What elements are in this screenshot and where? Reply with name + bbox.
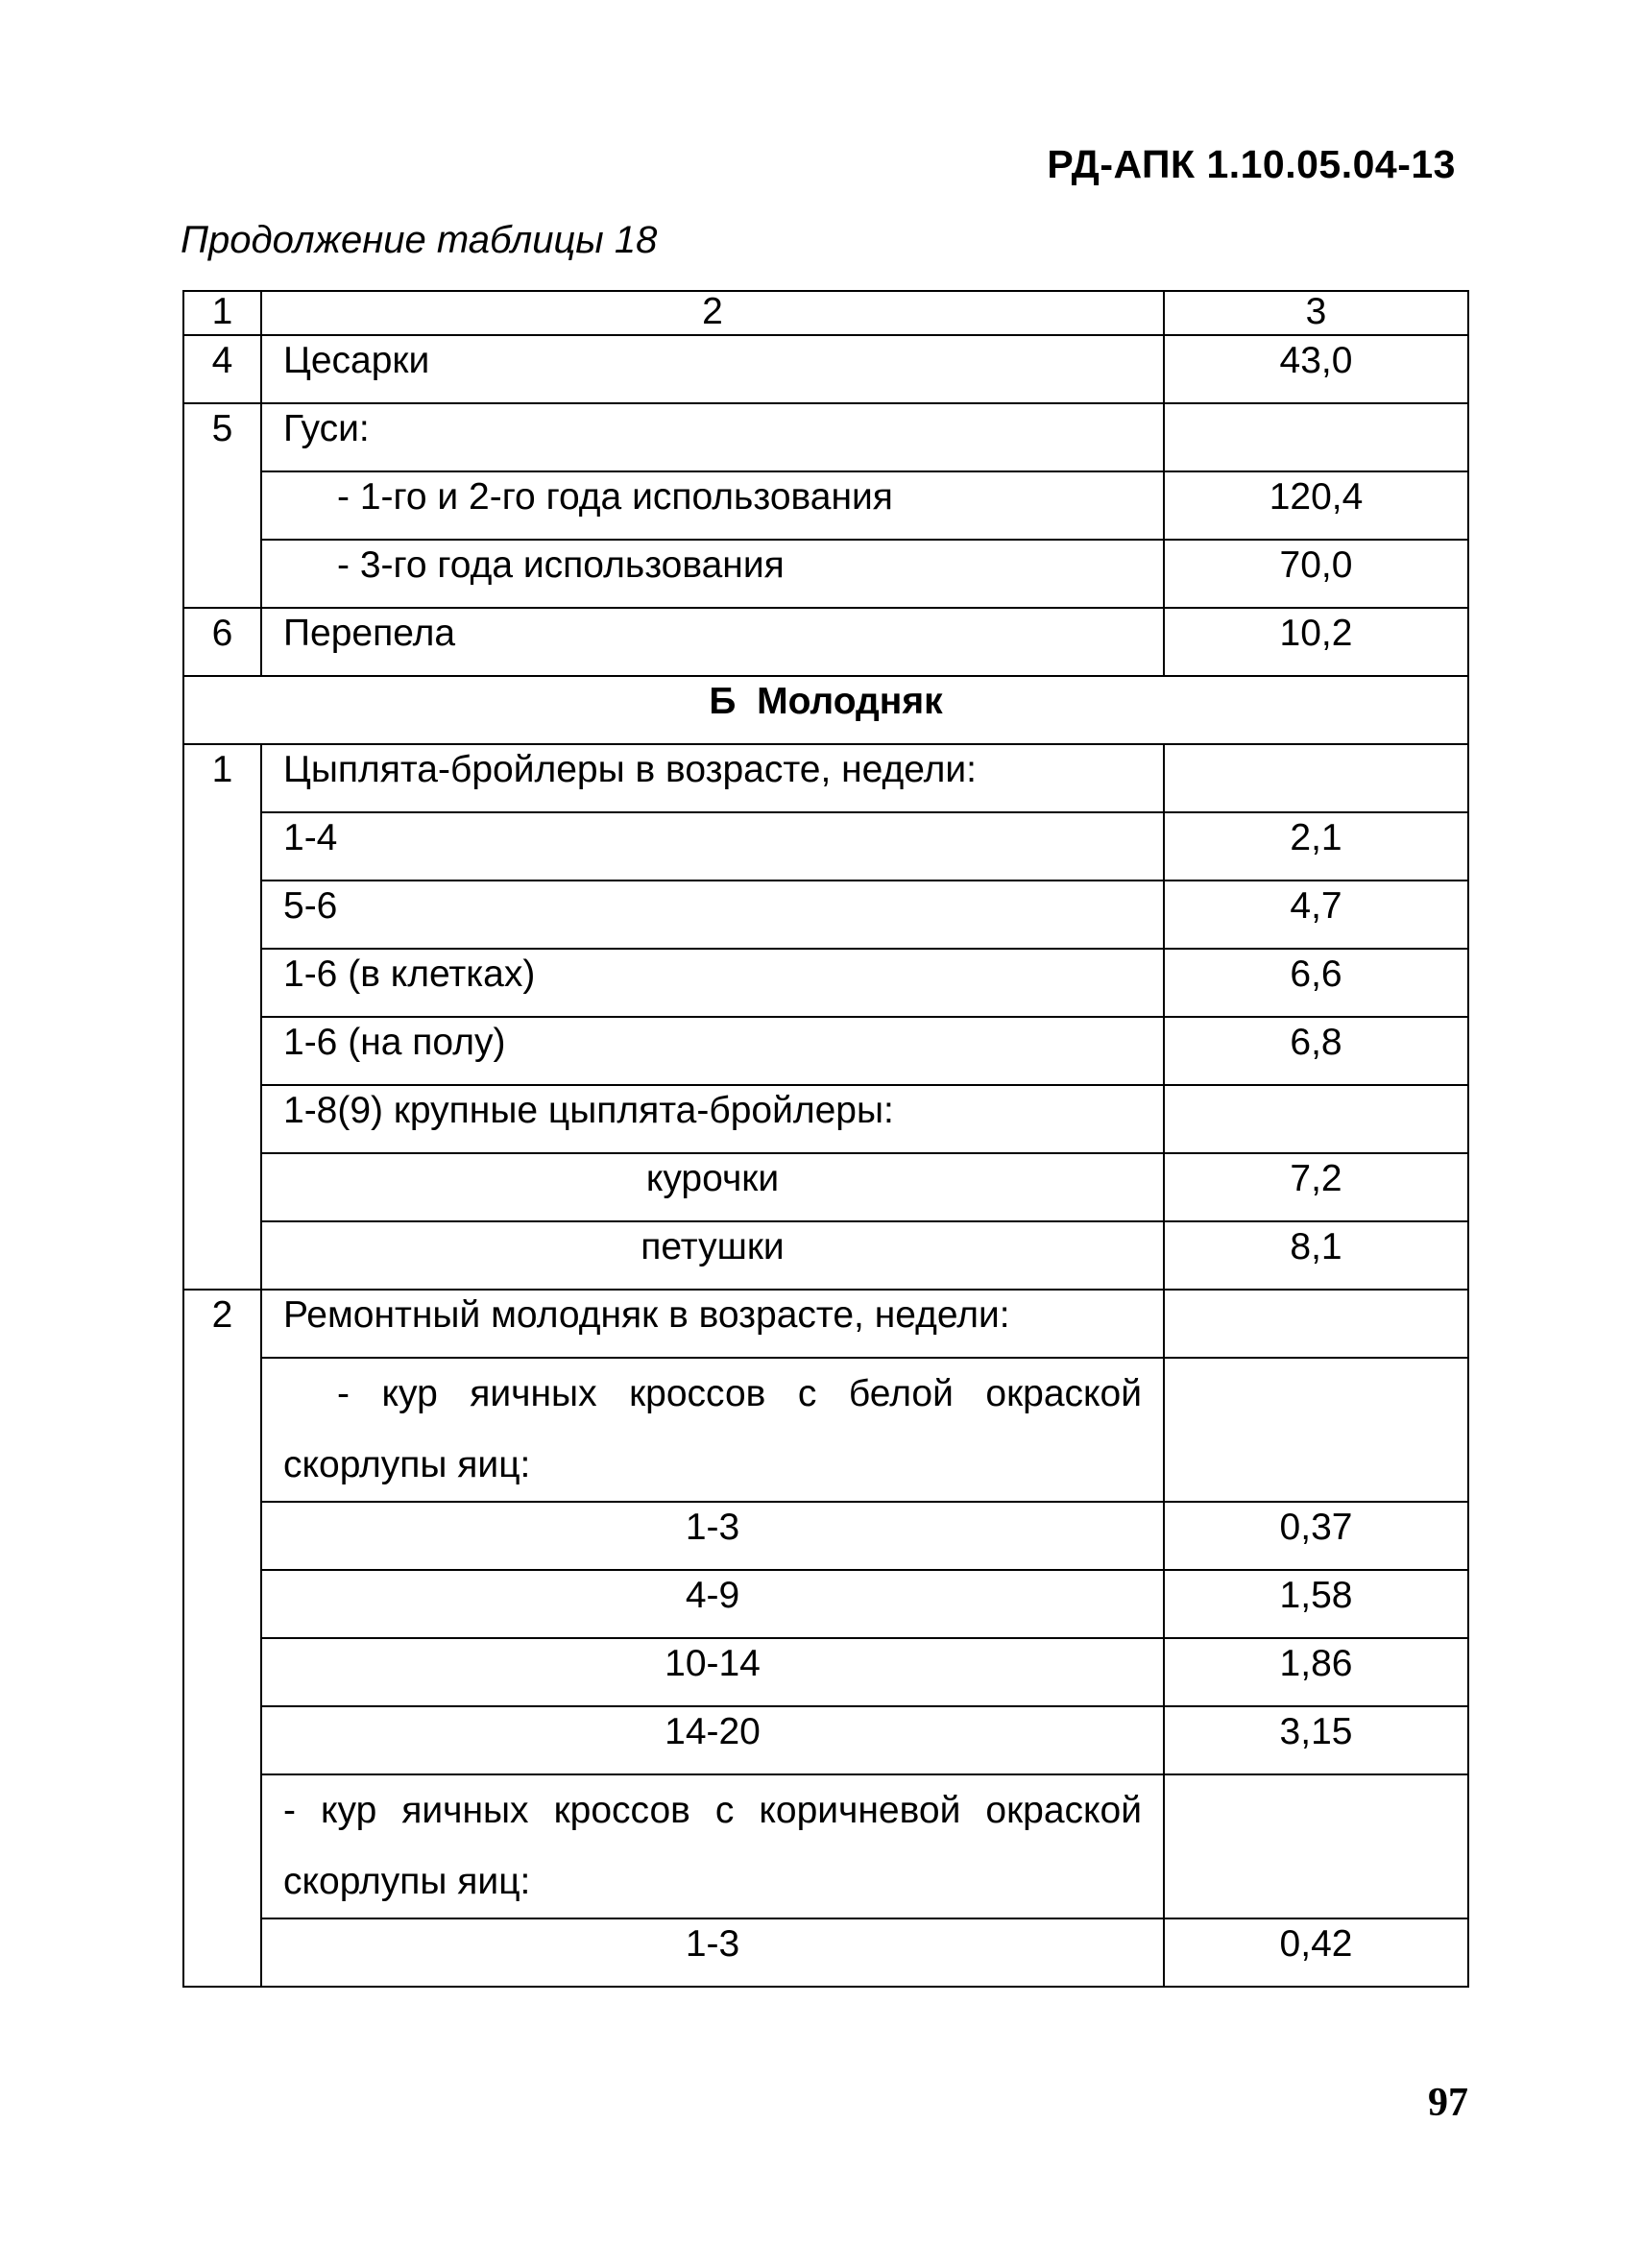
row-description: 1-6 (в клетках) — [261, 949, 1164, 1017]
table-row — [183, 1290, 1468, 1358]
row-value: 3,15 — [1164, 1706, 1468, 1774]
table-row — [183, 881, 1468, 949]
row-description: 1-8(9) крупные цыплята-бройлеры: — [261, 1085, 1164, 1153]
row-description: 1-3 — [261, 1918, 1164, 1987]
row-description: Перепела — [261, 608, 1164, 676]
row-description: Цыплята-бройлеры в возрасте, недели: — [261, 744, 1164, 812]
row-value — [1164, 1085, 1468, 1153]
row-description: 4-9 — [261, 1570, 1164, 1638]
row-value: 2,1 — [1164, 812, 1468, 881]
section-title: Б Молодняк — [183, 676, 1468, 744]
row-description: - кур яичных кроссов с белой окраской скорлупы яиц: — [261, 1358, 1164, 1502]
row-description: курочки — [261, 1153, 1164, 1221]
row-description: Ремонтный молодняк в возрасте, недели: — [261, 1290, 1164, 1358]
table-row — [183, 471, 1468, 540]
table-row — [183, 949, 1468, 1017]
row-value — [1164, 403, 1468, 471]
row-value — [1164, 1774, 1468, 1918]
row-value: 8,1 — [1164, 1221, 1468, 1290]
row-value: 70,0 — [1164, 540, 1468, 608]
row-description: 14-20 — [261, 1706, 1164, 1774]
table-caption: Продолжение таблицы 18 — [181, 219, 658, 261]
table-row — [183, 812, 1468, 881]
row-value: 120,4 — [1164, 471, 1468, 540]
row-value: 0,37 — [1164, 1502, 1468, 1570]
table-row — [183, 1570, 1468, 1638]
row-value: 1,58 — [1164, 1570, 1468, 1638]
row-number: 2 — [183, 1290, 261, 1987]
row-description: - 1-го и 2-го года использования — [261, 471, 1164, 540]
section-header-row — [183, 676, 1468, 744]
row-value — [1164, 1290, 1468, 1358]
row-value: 7,2 — [1164, 1153, 1468, 1221]
row-description: 1-3 — [261, 1502, 1164, 1570]
table-row — [183, 1638, 1468, 1706]
page-number: 97 — [1428, 2081, 1468, 2125]
row-description: 1-4 — [261, 812, 1164, 881]
row-value: 4,7 — [1164, 881, 1468, 949]
row-value — [1164, 1358, 1468, 1502]
row-value: 43,0 — [1164, 335, 1468, 403]
row-description: 5-6 — [261, 881, 1164, 949]
row-description: Цесарки — [261, 335, 1164, 403]
row-value — [1164, 744, 1468, 812]
column-header-1: 1 — [183, 291, 261, 335]
table-row — [183, 335, 1468, 403]
row-number: 5 — [183, 403, 261, 608]
row-description: 1-6 (на полу) — [261, 1017, 1164, 1085]
table-row — [183, 1153, 1468, 1221]
row-value: 10,2 — [1164, 608, 1468, 676]
column-header-3: 3 — [1164, 291, 1468, 335]
row-description: - кур яичных кроссов с коричневой окраской скорлупы яиц: — [261, 1774, 1164, 1918]
document-code: РД-АПК 1.10.05.04-13 — [1047, 142, 1456, 186]
table-row — [183, 608, 1468, 676]
table-row — [183, 1017, 1468, 1085]
row-value: 6,6 — [1164, 949, 1468, 1017]
row-number: 4 — [183, 335, 261, 403]
table-row — [183, 744, 1468, 812]
table-row — [183, 1221, 1468, 1290]
row-number: 6 — [183, 608, 261, 676]
row-value: 1,86 — [1164, 1638, 1468, 1706]
row-value: 6,8 — [1164, 1017, 1468, 1085]
row-description: 10-14 — [261, 1638, 1164, 1706]
row-description: - 3-го года использования — [261, 540, 1164, 608]
table-header-row — [183, 291, 1468, 335]
table-row — [183, 1358, 1468, 1502]
norms-table — [182, 290, 1469, 1988]
row-description: Гуси: — [261, 403, 1164, 471]
table-row — [183, 403, 1468, 471]
table-row — [183, 1706, 1468, 1774]
table-row — [183, 1085, 1468, 1153]
table-row — [183, 1918, 1468, 1987]
table-row — [183, 1774, 1468, 1918]
table-row — [183, 1502, 1468, 1570]
row-value: 0,42 — [1164, 1918, 1468, 1987]
row-number: 1 — [183, 744, 261, 1290]
row-description: петушки — [261, 1221, 1164, 1290]
table-row — [183, 540, 1468, 608]
column-header-2: 2 — [261, 291, 1164, 335]
